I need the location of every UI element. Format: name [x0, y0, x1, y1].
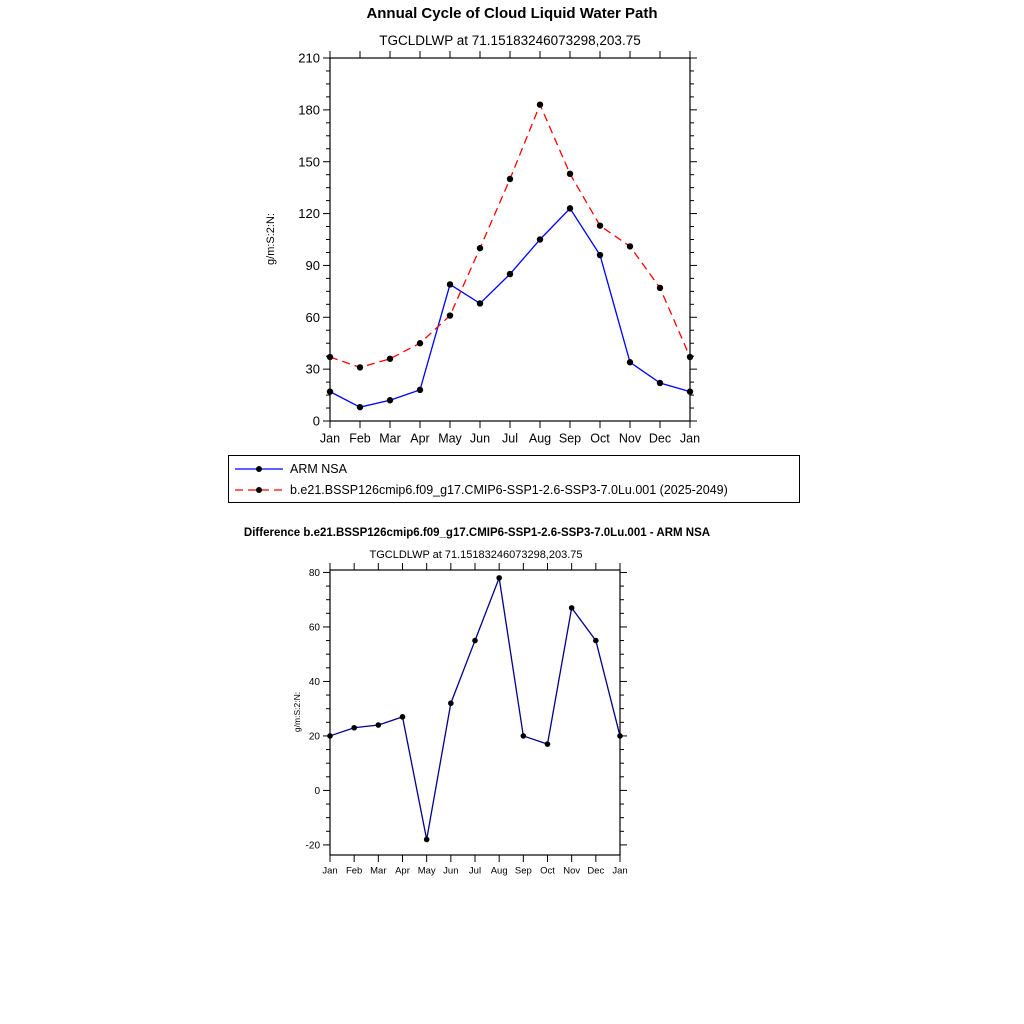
- data-point-marker: [327, 354, 333, 360]
- x-tick-label: Jun: [443, 865, 459, 877]
- annual-cycle-title: Annual Cycle of Cloud Liquid Water Path: [366, 5, 658, 22]
- x-tick-label: Nov: [618, 431, 642, 446]
- plot-frame: [330, 570, 620, 855]
- data-point-marker: [496, 575, 502, 581]
- data-point-marker: [627, 243, 633, 249]
- data-point-marker: [507, 176, 513, 182]
- x-tick-label: Oct: [590, 431, 610, 446]
- legend-line-sample: [233, 483, 285, 497]
- x-tick-label: May: [438, 431, 462, 446]
- data-point-marker: [521, 733, 527, 739]
- x-tick-label: Jan: [679, 431, 701, 446]
- legend-label: b.e21.BSSP126cmip6.f09_g17.CMIP6-SSP1-2.6-SSP3-7.0Lu.001 (2025-2049): [290, 482, 728, 497]
- y-axis-label: g/m:S:2:N:: [292, 691, 302, 733]
- x-tick-label: Sep: [514, 865, 532, 877]
- y-tick-label: 120: [298, 206, 320, 222]
- data-point-marker: [627, 359, 633, 365]
- data-point-marker: [448, 700, 454, 706]
- x-tick-label: Apr: [410, 431, 430, 446]
- data-point-marker: [617, 733, 623, 739]
- y-tick-label: 40: [308, 676, 320, 688]
- data-point-marker: [593, 638, 599, 644]
- data-point-marker: [597, 222, 603, 228]
- data-point-marker: [472, 638, 478, 644]
- y-tick-label: 60: [308, 622, 320, 634]
- x-tick-label: Jan: [319, 431, 341, 446]
- x-tick-label: Dec: [648, 431, 672, 446]
- data-point-marker: [597, 252, 603, 258]
- x-tick-label: Oct: [540, 865, 555, 877]
- y-tick-label: -20: [305, 840, 320, 852]
- y-tick-label: 90: [305, 257, 320, 273]
- legend-label: ARM NSA: [290, 461, 347, 476]
- y-tick-label: 180: [298, 102, 320, 118]
- x-tick-label: May: [417, 865, 436, 877]
- data-point-marker: [447, 281, 453, 287]
- x-tick-label: Aug: [490, 865, 508, 877]
- x-tick-label: Feb: [349, 431, 371, 446]
- data-point-marker: [357, 404, 363, 410]
- data-point-marker: [417, 340, 423, 346]
- difference-subtitle: TGCLDLWP at 71.15183246073298,203.75: [369, 549, 583, 561]
- y-tick-label: 0: [314, 785, 320, 797]
- data-point-marker: [424, 837, 430, 843]
- data-point-marker: [376, 722, 382, 728]
- x-tick-label: Dec: [587, 865, 605, 877]
- legend-entry: [233, 460, 795, 478]
- y-axis-label: g/m:S:2:N:: [265, 213, 277, 265]
- x-tick-label: Feb: [345, 865, 363, 877]
- data-point-marker: [657, 380, 663, 386]
- x-tick-label: Apr: [395, 865, 410, 877]
- data-point-marker: [545, 741, 551, 747]
- data-point-marker: [327, 388, 333, 394]
- data-point-marker: [537, 101, 543, 107]
- x-tick-label: Mar: [370, 865, 387, 877]
- data-point-marker: [387, 356, 393, 362]
- series-line: [330, 578, 620, 840]
- x-tick-label: Jan: [322, 865, 338, 877]
- data-point-marker: [327, 733, 333, 739]
- series-line: [330, 105, 690, 368]
- data-point-marker: [657, 285, 663, 291]
- x-tick-label: Jul: [502, 431, 518, 446]
- y-tick-label: 150: [298, 154, 320, 170]
- data-point-marker: [687, 354, 693, 360]
- legend-entry: [233, 481, 795, 499]
- data-point-marker: [569, 605, 575, 611]
- data-point-marker: [417, 387, 423, 393]
- series-line: [330, 208, 690, 407]
- data-point-marker: [477, 300, 483, 306]
- x-tick-label: Jun: [469, 431, 491, 446]
- data-point-marker: [357, 364, 363, 370]
- x-tick-label: Jul: [468, 865, 482, 877]
- legend-box: [228, 455, 800, 503]
- y-tick-label: 210: [298, 50, 320, 66]
- y-tick-label: 80: [308, 567, 320, 579]
- data-point-marker: [507, 271, 513, 277]
- data-point-marker: [687, 388, 693, 394]
- data-point-marker: [447, 312, 453, 318]
- legend-line-sample: [233, 462, 285, 476]
- data-point-marker: [477, 245, 483, 251]
- x-tick-label: Jan: [612, 865, 628, 877]
- annual-cycle-plot: [250, 45, 720, 457]
- data-point-marker: [567, 171, 573, 177]
- data-point-marker: [400, 714, 406, 720]
- data-point-marker: [351, 725, 357, 731]
- difference-title: Difference b.e21.BSSP126cmip6.f09_g17.CMIP6-SSP1-2.6-SSP3-7.0Lu.001 - ARM NSA: [243, 527, 711, 539]
- y-tick-label: 0: [312, 413, 320, 429]
- data-point-marker: [567, 205, 573, 211]
- x-tick-label: Sep: [558, 431, 582, 446]
- y-tick-label: 20: [308, 731, 320, 743]
- annual-cycle-subtitle: TGCLDLWP at 71.15183246073298,203.75: [379, 33, 641, 48]
- difference-plot: [280, 558, 640, 883]
- data-point-marker: [387, 397, 393, 403]
- data-point-marker: [537, 236, 543, 242]
- x-tick-label: Mar: [379, 431, 401, 446]
- x-tick-label: Aug: [528, 431, 552, 446]
- y-tick-label: 60: [305, 309, 320, 325]
- y-tick-label: 30: [305, 361, 320, 377]
- x-tick-label: Nov: [563, 865, 581, 877]
